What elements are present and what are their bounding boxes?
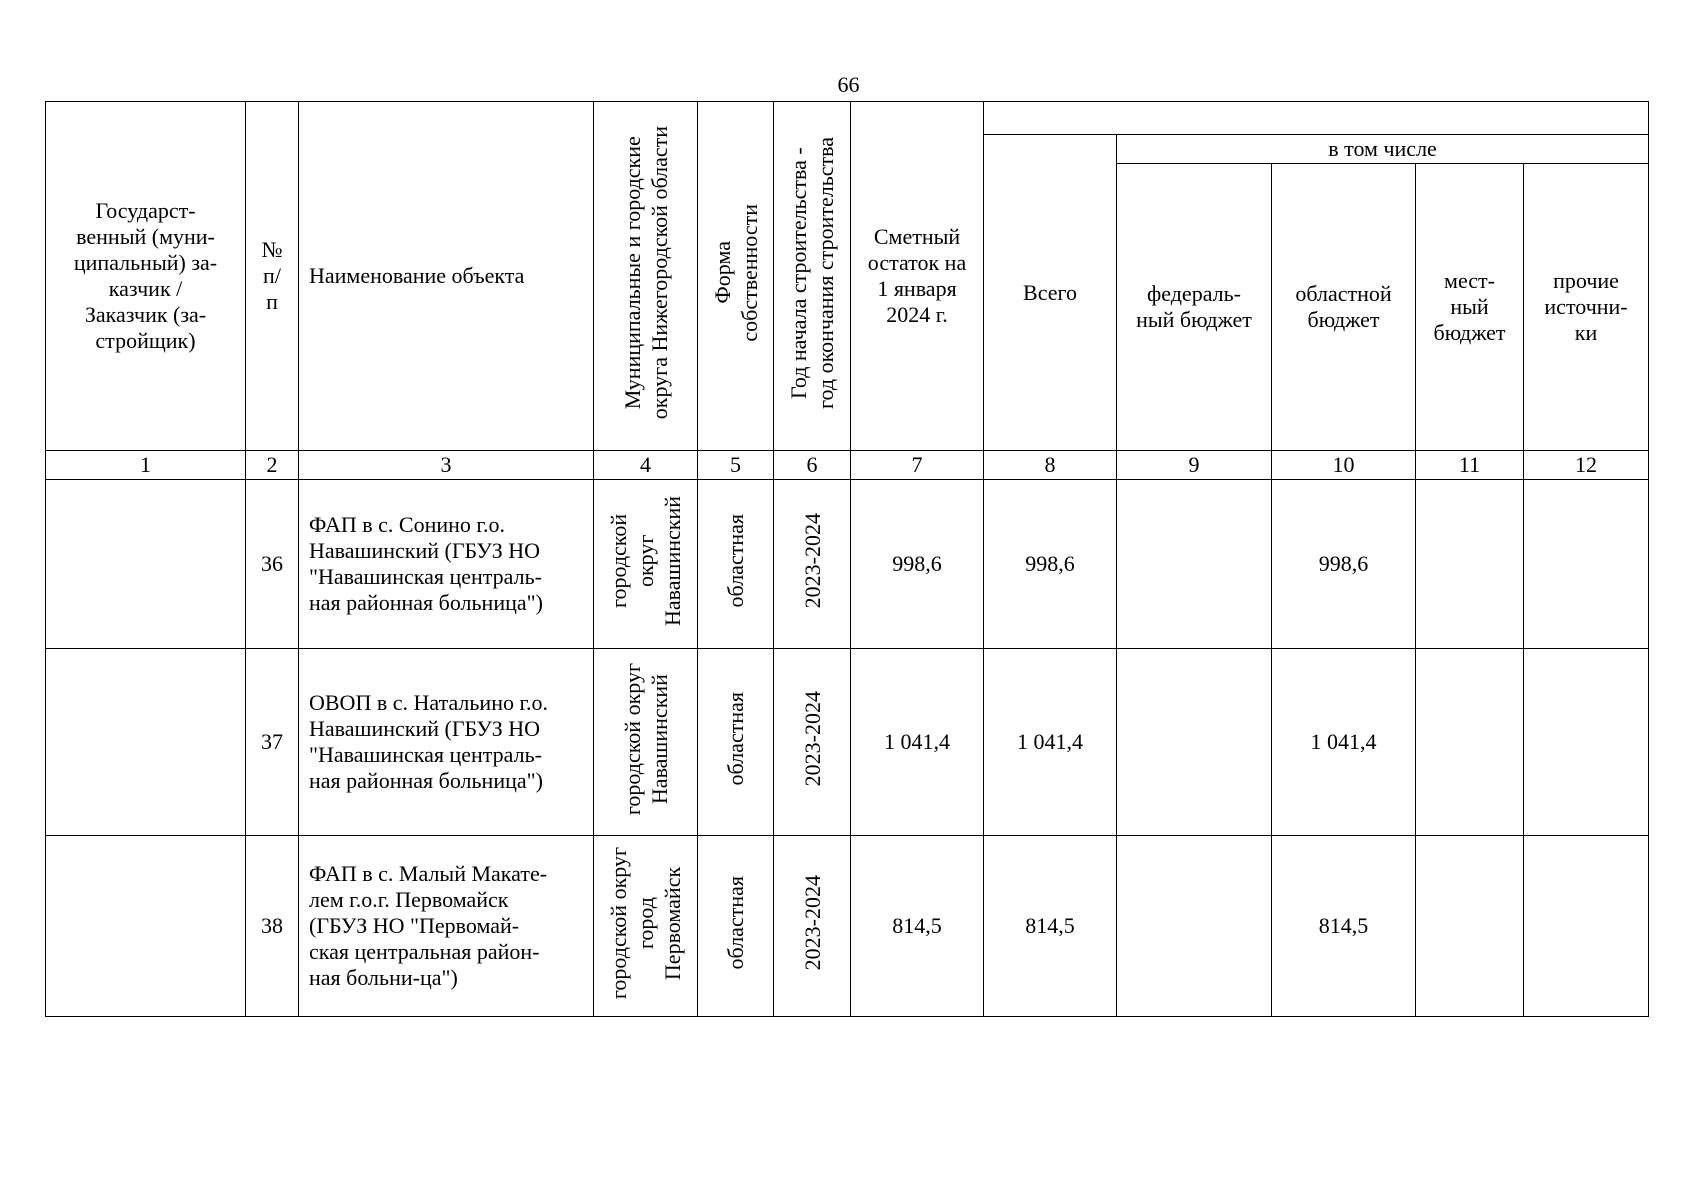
column-number: 9 [1117,451,1272,480]
header-object-name: Наименование объекта [299,102,594,451]
column-number: 10 [1272,451,1416,480]
cell-customer [46,480,246,649]
cell-municipality: городской округ город Первомайск [594,836,698,1017]
header-funding-group [984,102,1649,135]
cell-customer [46,649,246,836]
cell-number: 37 [246,649,299,836]
cell-object-name: ОВОП в с. Натальино г.о. Навашинский (ГБУЗ НО "Навашинская централь- ная районная больница") [299,649,594,836]
header-number: № п/ п [246,102,299,451]
column-number: 11 [1416,451,1524,480]
cell-federal [1117,480,1272,649]
table-row [46,480,1649,649]
cell-years: 2023-2024 [774,836,851,1017]
cell-estimated-balance: 814,5 [851,836,984,1017]
header-local: мест- ный бюджет [1416,164,1524,451]
column-number: 3 [299,451,594,480]
cell-estimated-balance: 998,6 [851,480,984,649]
cell-regional: 1 041,4 [1272,649,1416,836]
column-number: 4 [594,451,698,480]
construction-objects-table [45,101,1649,1017]
table-row [46,836,1649,1017]
column-number: 12 [1524,451,1649,480]
header-including: в том числе [1117,135,1649,164]
header-other: прочие источни- ки [1524,164,1649,451]
cell-ownership: областная [698,836,774,1017]
column-number: 2 [246,451,299,480]
cell-estimated-balance: 1 041,4 [851,649,984,836]
cell-local [1416,836,1524,1017]
page-number: 66 [837,72,860,97]
cell-local [1416,480,1524,649]
cell-regional: 814,5 [1272,836,1416,1017]
cell-federal [1117,649,1272,836]
header-municipality: Муниципальные и городские округа Нижегородской области [594,102,698,451]
cell-federal [1117,836,1272,1017]
header-regional: областной бюджет [1272,164,1416,451]
cell-municipality: городской округ Навашинский [594,480,698,649]
column-number-row [46,451,1649,480]
cell-total: 814,5 [984,836,1117,1017]
table-row [46,649,1649,836]
cell-object-name: ФАП в с. Сонино г.о. Навашинский (ГБУЗ НО "Навашинская централь- ная районная больница") [299,480,594,649]
column-number: 1 [46,451,246,480]
header-years: Год начала строительства - год окончания строительства [774,102,851,451]
column-number: 8 [984,451,1117,480]
cell-years: 2023-2024 [774,480,851,649]
cell-ownership: областная [698,649,774,836]
column-number: 6 [774,451,851,480]
cell-total: 998,6 [984,480,1117,649]
cell-other [1524,480,1649,649]
cell-other [1524,649,1649,836]
header-ownership: Форма собственности [698,102,774,451]
header-row-top [46,102,1649,135]
cell-total: 1 041,4 [984,649,1117,836]
cell-years: 2023-2024 [774,649,851,836]
column-number: 5 [698,451,774,480]
cell-ownership: областная [698,480,774,649]
cell-local [1416,649,1524,836]
cell-number: 38 [246,836,299,1017]
cell-customer [46,836,246,1017]
cell-regional: 998,6 [1272,480,1416,649]
cell-municipality: городской округ Навашинский [594,649,698,836]
cell-number: 36 [246,480,299,649]
cell-other [1524,836,1649,1017]
header-estimated-balance: Сметный остаток на 1 января 2024 г. [851,102,984,451]
header-total: Всего [984,135,1117,451]
column-number: 7 [851,451,984,480]
header-customer: Государст- венный (муни- ципальный) за- казчик / Заказчик (за- стройщик) [46,102,246,451]
header-federal: федераль- ный бюджет [1117,164,1272,451]
cell-object-name: ФАП в с. Малый Макате- лем г.о.г. Первомайск (ГБУЗ НО "Первомай- ская центральная район- ная больни-ца") [299,836,594,1017]
